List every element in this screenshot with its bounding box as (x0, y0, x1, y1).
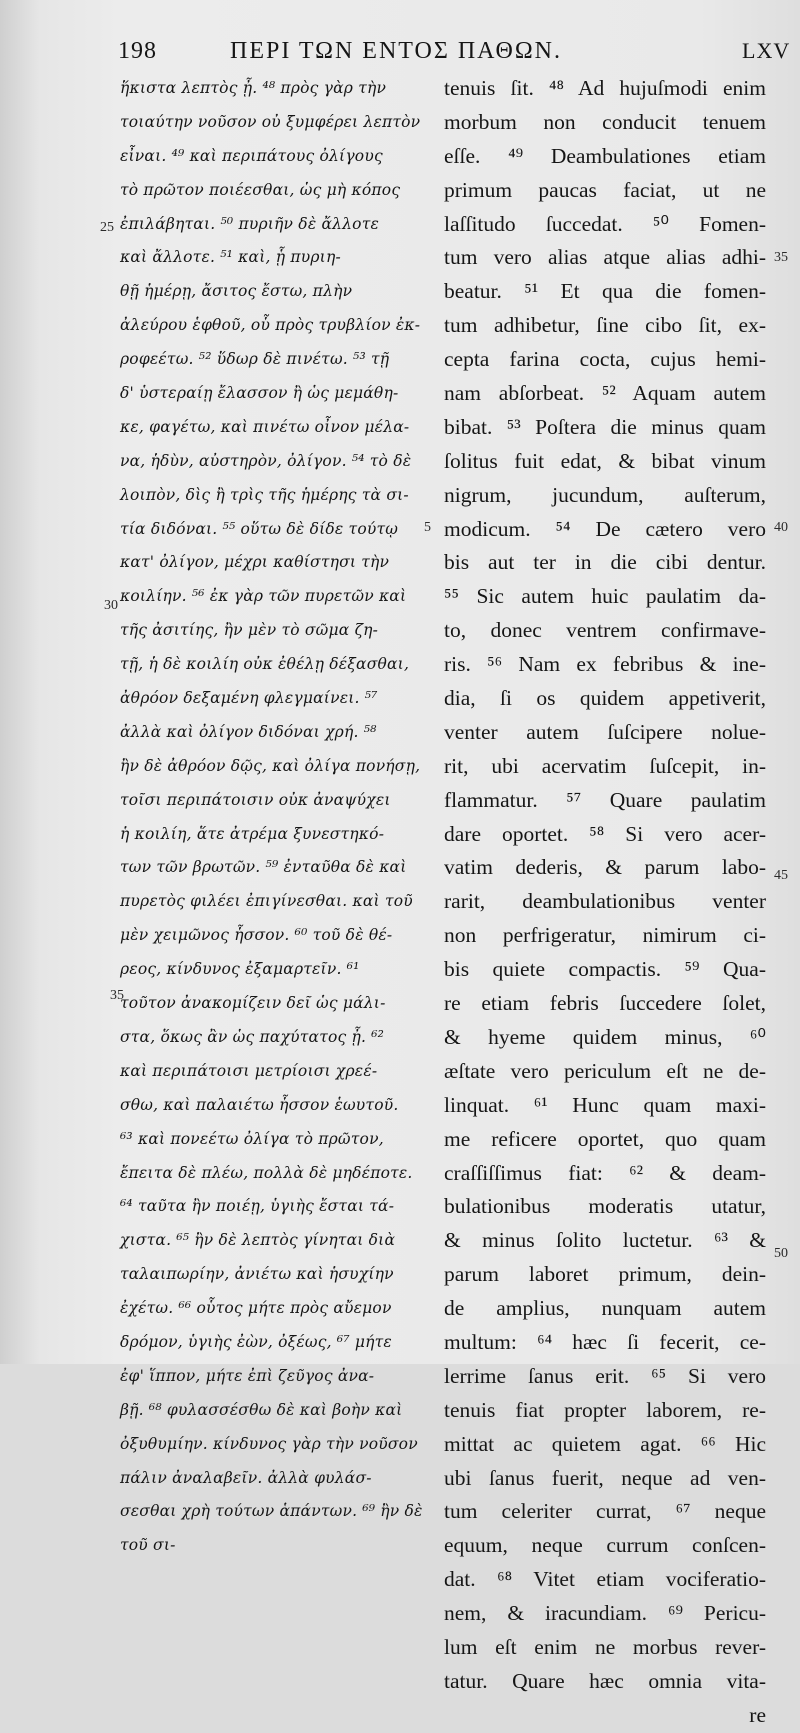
latin-text-line: nigrum, jucundum, auſterum, (444, 482, 766, 507)
margin-line-number: 45 (774, 868, 788, 883)
latin-text-line: bis quiete compactis. ⁵⁹ Qua- (444, 957, 766, 982)
latin-text-line: de amplius, nunquam autem (444, 1296, 766, 1321)
latin-text-line: nem, & iracundiam. ⁶⁹ Pericu- (444, 1601, 766, 1626)
latin-text-line: flammatur. ⁵⁷ Quare paulatim (444, 787, 766, 812)
margin-line-number: 25 (100, 220, 114, 235)
margin-line-number: 30 (104, 598, 118, 613)
greek-text-line: τὸ πρῶτον ποιέεσθαι, ὡς μὴ κόπος (120, 180, 401, 199)
greek-text-line: δρόμον, ὑγιὴς ἐὼν, ὀξέως, ⁶⁷ μήτε (120, 1332, 392, 1351)
greek-text-line: καὶ ἄλλοτε. ⁵¹ καὶ, ᾗ πυριη- (120, 248, 341, 267)
greek-text-line: ἥκιστα λεπτὸς ᾖ. ⁴⁸ πρὸς γὰρ τὴν (120, 79, 387, 97)
latin-text-line: ris. ⁵⁶ Nam ex febribus & ine- (444, 652, 766, 677)
margin-line-number: 50 (774, 1246, 788, 1261)
latin-text-line: dare oportet. ⁵⁸ Si vero acer- (444, 821, 766, 846)
greek-text-line: κατ' ὀλίγον, μέχρι καθίστησι τὴν (120, 553, 390, 572)
greek-text-line: βῇ. ⁶⁸ φυλασσέσθω δὲ καὶ βοὴν καὶ (120, 1400, 403, 1419)
latin-text-line: lum eſt enim ne morbus rever- (444, 1634, 766, 1659)
greek-text-line: ἐφ' ἵππον, μήτε ἐπὶ ζεῦγος ἀνα- (120, 1366, 375, 1385)
greek-text-line: τοῦ σι- (120, 1536, 176, 1555)
greek-text-line: ἔπειτα δὲ πλέω, πολλὰ δὲ μηδέποτε. (120, 1163, 413, 1182)
latin-text-line: linquat. ⁶¹ Hunc quam maxi- (444, 1092, 766, 1117)
latin-text-line: tum adhibetur, ſine cibo ſit, ex- (444, 313, 766, 338)
latin-text-line: equum, neque currum conſcen- (444, 1533, 766, 1558)
greek-text-line: πυρετὸς φιλέει ἐπιγίνεσθαι. καὶ τοῦ (120, 892, 413, 911)
latin-text-line: bulationibus moderatis utatur, (444, 1194, 766, 1219)
latin-text-line: bis aut ter in die cibi dentur. (444, 550, 766, 575)
latin-text-line: re etiam febris ſuccedere ſolet, (444, 991, 766, 1016)
latin-text-line: rarit, deambulationibus venter (444, 889, 766, 914)
running-title: ΠΕΡΙ ΤΩΝ ΕΝΤΟΣ ΠΑΘΩΝ. (230, 38, 562, 64)
page-header (0, 32, 800, 72)
greek-text-line: τοιαύτην νοῦσον οὐ ξυμφέρει λεπτὸν (120, 112, 421, 131)
latin-text-line: modicum. ⁵⁴ De cætero vero (444, 516, 766, 541)
greek-text-line: εἶναι. ⁴⁹ καὶ περιπάτους ὀλίγους (120, 146, 383, 165)
greek-text-line: σθω, καὶ παλαιέτω ἧσσον ἑωυτοῦ. (120, 1095, 399, 1114)
latin-text-line: primum paucas faciat, ut ne (444, 177, 766, 202)
greek-text-line: λοιπὸν, δὶς ἢ τρὶς τῆς ἡμέρης τὰ σι- (120, 485, 409, 504)
greek-text-line: χιστα. ⁶⁵ ἢν δὲ λεπτὸς γίνηται διὰ (120, 1231, 396, 1250)
greek-text-line: τῇ, ἡ δὲ κοιλίη οὐκ ἐθέλῃ δέξασθαι, (120, 655, 410, 674)
greek-text-line: καὶ περιπάτοισι μετρίοισι χρεέ- (120, 1061, 378, 1080)
greek-text-line: ἀθρόον δεξαμένη φλεγμαίνει. ⁵⁷ (120, 689, 378, 708)
page-number: 198 (118, 38, 157, 64)
latin-text-line: & minus ſolito luctetur. ⁶³ & (444, 1228, 766, 1253)
latin-text-line: tenuis ſit. ⁴⁸ Ad hujuſmodi enim (444, 76, 766, 100)
latin-text-line: ſolitus fuit edat, & bibat vinum (444, 448, 766, 473)
greek-text-line: μὲν χειμῶνος ἧσσον. ⁶⁰ τοῦ δὲ θέ- (120, 926, 393, 945)
latin-text-line: re (749, 1702, 766, 1727)
latin-text-line: nam abſorbeat. ⁵² Aquam autem (444, 381, 766, 406)
chapter-number: LXV (742, 38, 791, 63)
greek-text-line: πάλιν ἀναλαβεῖν. ἀλλὰ φυλάσ- (120, 1468, 372, 1487)
latin-text-column (444, 72, 766, 1733)
greek-text-line: τοῦτον ἀνακομίζειν δεῖ ὡς μάλι- (120, 994, 386, 1013)
greek-text-line: δ' ὑστεραίῃ ἔλασσον ἢ ὡς μεμάθη- (120, 384, 399, 403)
greek-text-line: ταλαιπωρίην, ἀνιέτω καὶ ἡσυχίην (120, 1265, 394, 1284)
greek-text-line: ⁶⁴ ταῦτα ἢν ποιέῃ, ὑγιὴς ἔσται τά- (120, 1197, 395, 1216)
latin-text-line: dat. ⁶⁸ Vitet etiam vociferatio- (444, 1567, 766, 1592)
greek-text-line: ρεος, κίνδυνος ἐξαμαρτεῖν. ⁶¹ (120, 960, 360, 979)
latin-text-line: tatur. Quare hæc omnia vita- (444, 1668, 766, 1693)
latin-text-line: me reficere oportet, quo quam (444, 1126, 766, 1151)
latin-text-line: ⁵⁵ Sic autem huic paulatim da- (444, 584, 766, 609)
latin-text-line: venter autem ſuſcipere nolue- (444, 719, 766, 744)
latin-text-line: bibat. ⁵³ Poſtera die minus quam (444, 414, 766, 439)
margin-line-number: 5 (424, 520, 431, 535)
latin-text-line: parum laboret primum, dein- (444, 1262, 766, 1287)
greek-text-line: ὀξυθυμίην. κίνδυνος γὰρ τὴν νοῦσον (120, 1434, 418, 1453)
latin-text-line: ubi ſanus fuerit, neque ad ven- (444, 1465, 766, 1490)
greek-text-line: ροφεέτω. ⁵² ὕδωρ δὲ πινέτω. ⁵³ τῇ (120, 350, 390, 369)
latin-text-line: non perfrigeratur, nimirum ci- (444, 923, 766, 948)
margin-line-number: 35 (774, 250, 788, 265)
greek-text-line: στα, ὅκως ἂν ὡς παχύτατος ᾖ. ⁶² (120, 1027, 385, 1046)
latin-text-line: æſtate vero periculum eſt ne de- (444, 1058, 766, 1083)
greek-text-line: να, ἡδὺν, αὐστηρὸν, ὀλίγον. ⁵⁴ τὸ δὲ (120, 451, 412, 470)
latin-text-line: craſſiſſimus fiat: ⁶² & deam- (444, 1160, 766, 1185)
greek-text-line: ἡ κοιλίη, ἅτε ἀτρέμα ξυνεστηκό- (120, 824, 385, 843)
latin-text-line: mittat ac quietem agat. ⁶⁶ Hic (444, 1431, 766, 1456)
greek-text-line: τία διδόναι. ⁵⁵ οὕτω δὲ δίδε τούτῳ (120, 519, 399, 538)
margin-line-number: 40 (774, 520, 788, 535)
greek-text-line: τῆς ἀσιτίης, ἢν μὲν τὸ σῶμα ζη- (120, 621, 379, 640)
latin-text-line: dia, ſi os quidem appetiverit, (444, 686, 766, 711)
greek-text-line: τοῖσι περιπάτοισιν οὐκ ἀναψύχει (120, 790, 391, 809)
greek-text-line: ἀλεύρου ἑφθοῦ, οὗ πρὸς τρυβλίον ἐκ- (120, 316, 421, 335)
latin-text-line: rit, ubi acervatim ſuſcepit, in- (444, 753, 766, 778)
latin-text-line: multum: ⁶⁴ hæc ſi fecerit, ce- (444, 1329, 766, 1354)
margin-line-number: 35 (110, 988, 124, 1003)
latin-text-line: laſſitudo ſuccedat. ⁵⁰ Fomen- (444, 211, 766, 236)
greek-text-line: σεσθαι χρὴ τούτων ἁπάντων. ⁶⁹ ἢν δὲ (120, 1502, 423, 1521)
latin-text-line: to, donec ventrem confirmave- (444, 618, 766, 643)
greek-text-line: κοιλίην. ⁵⁶ ἐκ γὰρ τῶν πυρετῶν καὶ (120, 587, 407, 606)
latin-text-line: & hyeme quidem minus, ⁶⁰ (444, 1024, 766, 1049)
latin-text-line: tum celeriter currat, ⁶⁷ neque (444, 1499, 766, 1524)
latin-text-line: eſſe. ⁴⁹ Deambulationes etiam (444, 143, 766, 168)
greek-text-line: ⁶³ καὶ πονεέτω ὀλίγα τὸ πρῶτον, (120, 1129, 384, 1148)
greek-text-line: των τῶν βρωτῶν. ⁵⁹ ἐνταῦθα δὲ καὶ (120, 858, 407, 877)
greek-text-line: ἐπιλάβηται. ⁵⁰ πυριῆν δὲ ἄλλοτε (120, 214, 379, 233)
greek-text-column (120, 72, 432, 1563)
greek-text-line: ἢν δὲ ἀθρόον δῷς, καὶ ὀλίγα πονήσῃ, (120, 756, 421, 775)
latin-text-line: tenuis fiat propter laborem, re- (444, 1397, 766, 1422)
greek-text-line: ἀλλὰ καὶ ὀλίγον διδόναι χρή. ⁵⁸ (120, 722, 377, 741)
latin-text-line: cepta farina cocta, cujus hemi- (444, 347, 766, 372)
latin-text-line: beatur. ⁵¹ Et qua die fomen- (444, 279, 766, 304)
greek-text-line: θῇ ἡμέρῃ, ἄσιτος ἔστω, πλὴν (120, 282, 353, 301)
greek-text-line: ἐχέτω. ⁶⁶ οὗτος μήτε πρὸς αὔεμον (120, 1299, 392, 1318)
greek-text-line: κε, φαγέτω, καὶ πινέτω οἶνον μέλα- (120, 417, 410, 436)
latin-text-line: tum vero alias atque alias adhi- (444, 245, 766, 270)
latin-text-line: morbum non conducit tenuem (444, 109, 766, 134)
latin-text-line: lerrime ſanus erit. ⁶⁵ Si vero (444, 1363, 766, 1388)
latin-text-line: vatim dederis, & parum labo- (444, 855, 766, 880)
